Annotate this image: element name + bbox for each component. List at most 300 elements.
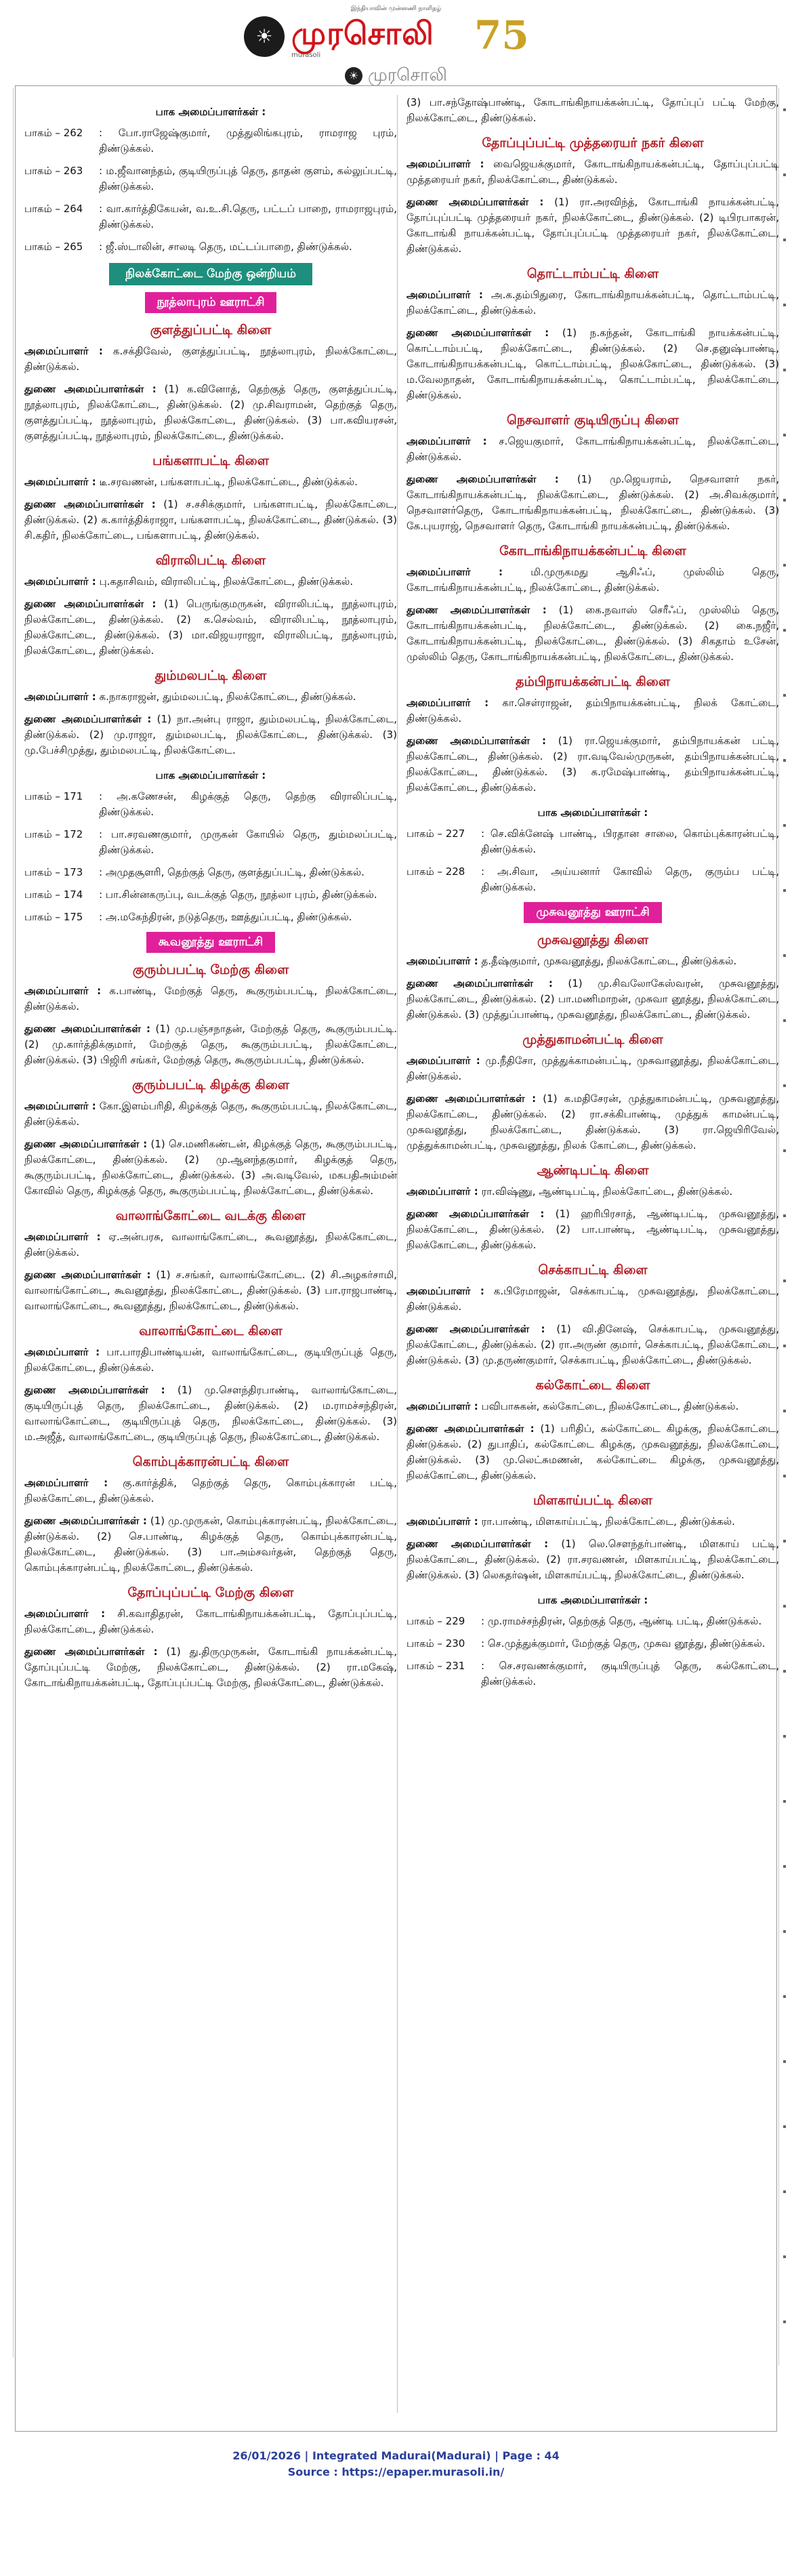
booth-organiser: : போ.ராஜேஷ்குமார், முத்துலிங்கபுரம், ராமராஜ புரம், திண்டுக்கல். (99, 127, 397, 155)
organiser-names: (1) ரா.ஜெயக்குமார், தம்பிநாயக்கன் பட்டி, நிலக்கோட்டை, திண்டுக்கல். (2) ரா.வடிவேல்முருகன், தம்பிநாயக்கன்பட்டி, நிலக்கோட்டை, திண்டுக்கல். (3) க.ரமேஷ்பாண்டி, தம்பிநாயக்கன்பட்டி, நிலக்கோட்டை, திண்டுக்கல். (407, 735, 779, 794)
organiser-paragraph (24, 1137, 397, 1199)
panchayat-banner (24, 932, 397, 953)
booth-number: பாகம் – 172 (24, 828, 83, 840)
role-label: துணை அமைப்பாளர்கள் : (407, 1092, 537, 1105)
booth-organiser: : அமுதசூளரி, தெற்குத் தெரு, குளத்துப்பட்டி, திண்டுக்கல். (99, 866, 364, 878)
organiser-names: (1) ரா.அரவிந்த், கோடாங்கி நாயக்கன்பட்டி, தோப்புப்பட்டி முத்தரையர் நகர், நிலக்கோட்டை, திண்டுக்கல். (2) டிபிரபாகரன், கோடாங்கி நாயக்கன்பட்டி, தோப்புப்பட்டி முத்தரையர் நகர், நிலக்கோட்டை, திண்டுக்கல். (407, 196, 779, 255)
edge-fragment (778, 1975, 792, 2040)
booth-number: பாகம் – 173 (24, 866, 83, 878)
edge-fragment (0, 2147, 14, 2189)
organiser-paragraph (407, 565, 779, 596)
organiser-names: பா.பாரதிபாண்டியன், வாலாங்கோட்டை, குடியிருப்புத் தெரு, நிலக்கோட்டை, திண்டுக்கல். (24, 1346, 397, 1374)
organiser-names: கா.செள்ராஜன், தம்பிநாயக்கன்பட்டி, நிலக் கோட்டை, திண்டுக்கல். (407, 697, 779, 724)
branch-heading: குளத்துப்பட்டி கிளை (150, 323, 272, 338)
logo (244, 12, 528, 60)
booth-number: பாகம் – 227 (407, 827, 465, 840)
edge-fragment (778, 1194, 792, 1259)
organiser-paragraph (24, 1345, 397, 1376)
organiser-paragraph (407, 1184, 779, 1200)
edge-fragment (778, 2300, 792, 2365)
edge-fragment (0, 1433, 14, 1475)
organiser-names: (1) க.மதிசேரன், முத்துகாமன்பட்டி, முசுவனூத்து, நிலக்கோட்டை, திண்டுக்கல். (2) ரா.சக்கிபாண்டி, முத்துக் காமன்பட்டி, முசுவனூத்து, நிலக்கோட்டை, திண்டுக்கல். (3) ரா.ஜெயிரிவேல், முத்துக்காமன்பட்டி, முசுவனூத்து, நிலக் கோட்டை, திண்டுக்கல். (407, 1092, 779, 1151)
branch-heading: குரும்பபட்டி கிழக்கு கிளை (132, 1078, 289, 1092)
organiser-paragraph (407, 287, 779, 319)
role-label: அமைப்பாளர் : (407, 1055, 480, 1067)
booth-organiser: : அ.மகேந்திரன், நடுத்தெரு, ஊத்துப்பட்டி, திண்டுக்கல். (99, 911, 352, 923)
edge-fragment (778, 2235, 792, 2300)
organiser-paragraph (24, 497, 397, 544)
branch-heading: கல்கோட்டை கிளை (535, 1378, 650, 1393)
edge-fragment (0, 1979, 14, 2021)
role-label: துணை அமைப்பாளர்கள் : (24, 1645, 158, 1658)
organiser-names: பு.கதாசிவம், விராலிபட்டி, நிலக்கோட்டை, திண்டுக்கல். (96, 575, 354, 588)
booth-organiser: : பா.சரவணகுமார், முருகன் கோயில் தெரு, தும்மலப்பட்டி, திண்டுக்கல். (99, 828, 397, 856)
organiser-names: (3) பா.சந்தோஷ்பாண்டி, கோடாங்கிநாயக்கன்பட்டி, தோப்புப் பட்டி மேற்கு, நிலக்கோட்டை, திண்டுக்கல். (407, 96, 779, 124)
edge-fragment (778, 934, 792, 999)
edge-fragment (778, 804, 792, 869)
branch-heading: பங்களாபட்டி கிளை (152, 453, 269, 468)
role-label: துணை அமைப்பாளர்கள் : (24, 1384, 165, 1396)
role-label: துணை அமைப்பாளர்கள் : (407, 1423, 535, 1435)
branch-heading: வாலாங்கோட்டை வடக்கு கிளை (115, 1208, 306, 1223)
organiser-names: (1) மு.சிவலோகேஸ்வரன், முசுவனூத்து, நிலக்கோட்டை, திண்டுக்கல். (2) பா.மணிமாறன், முசுவா னூத்து, நிலக்கோட்டை, திண்டுக்கல். (3) முத்துப்பாண்டி, முசுவனூத்து, நிலக்கோட்டை, திண்டுக்கல். (407, 977, 779, 1021)
organiser-paragraph (24, 344, 397, 375)
edge-fragment (0, 1013, 14, 1055)
branch-heading: தொட்டாம்பட்டி கிளை (526, 266, 659, 281)
organiser-paragraph (24, 1021, 397, 1068)
role-label: துணை அமைப்பாளர்கள் : (24, 1023, 150, 1035)
organiser-names: மு.நீதிசோ, முத்துக்காமன்பட்டி, முசுவானூத்து, நிலக்கோட்டை, திண்டுக்கல். (407, 1055, 779, 1082)
booth-number: பாகம் – 264 (24, 203, 83, 215)
edge-fragment (0, 1391, 14, 1433)
branch-heading: குரும்பபட்டி மேற்கு கிளை (132, 962, 289, 977)
edge-fragment (778, 1454, 792, 1519)
edge-fragment (778, 609, 792, 674)
organiser-names: (1) வி.தினேஷ், செக்காபட்டி, முசுவனூத்து, நிலக்கோட்டை, திண்டுக்கல். (2) ரா.அருண் குமார், செக்காபட்டி, நிலக்கோட்டை, திண்டுக்கல். (3) மு.தருண்குமார், செக்காபட்டி, நிலக்கோட்டை, திண்டுக்கல். (407, 1323, 779, 1366)
role-label: அமைப்பாளர் : (24, 345, 103, 357)
organiser-paragraph (407, 1399, 779, 1414)
booth-entry (24, 789, 397, 820)
organiser-names: (1) க.வினோத், தெற்குத் தெரு, குளத்துப்பட்டி, நூத்லாபுரம், நிலக்கோட்டை, திண்டுக்கல். (2) மு.சிவராமன், தெற்குத் தெரு, குளத்துப்பட்டி, நூத்லாபுரம், நிலக்கோட்டை, திண்டுக்கல். (3) பா.கவியரசன், குளத்துப்பட்டி, நூத்லாபுரம், நிலக்கோட்டை, திண்டுக்கல். (24, 383, 397, 442)
booth-entry (24, 125, 397, 157)
edge-fragment (778, 1324, 792, 1389)
edge-fragment (0, 2315, 14, 2357)
organiser-names: அ.க.தம்பிதுரை, கோடாங்கிநாயக்கன்பட்டி, தொட்டாம்பட்டி, நிலக்கோட்டை, திண்டுக்கல். (407, 289, 779, 316)
booth-organiser: : பா.சின்னகருப்பு, வடக்குத் தெரு, நூத்லா புரம், திண்டுக்கல். (99, 888, 377, 901)
edge-fragment (0, 970, 14, 1013)
booth-number: பாகம் – 263 (24, 165, 83, 177)
role-label: துணை அமைப்பாளர்கள் : (24, 1515, 147, 1527)
right-page-edge (778, 88, 792, 2419)
organiser-names: (1) பெருங்குமருகன், விராலிபட்டி, நூத்லாபுரம், நிலக்கோட்டை, திண்டுக்கல். (2) க.செல்வம், விராலிபட்டி, நூத்லாபுரம், நிலக்கோட்டை, திண்டுக்கல். (3) மா.விஜயராஜா, விராலிபட்டி, நூத்லாபுரம், நிலக்கோட்டை, திண்டுக்கல். (24, 598, 397, 657)
booth-entry (24, 201, 397, 232)
organiser-paragraph (407, 1206, 779, 1253)
organiser-paragraph (407, 472, 779, 534)
edge-fragment (778, 674, 792, 739)
edge-fragment (0, 1349, 14, 1391)
branch-heading: முசுவனூத்து கிளை (537, 933, 648, 947)
union-banner (24, 263, 397, 285)
role-label: அமைப்பாளர் : (407, 1185, 478, 1198)
left-page-edge (0, 88, 14, 2419)
booth-entry (24, 827, 397, 858)
edge-fragment (0, 1475, 14, 1517)
role-label: அமைப்பாளர் : (24, 1231, 101, 1243)
edge-fragment (0, 2273, 14, 2315)
role-label: அமைப்பாளர் : (24, 691, 96, 703)
organiser-paragraph (407, 976, 779, 1023)
branch-heading: விராலிபட்டி கிளை (155, 553, 266, 568)
organiser-names: (1) பரிதிப், கல்கோட்டை கிழக்கு, நிலக்கோட்டை, திண்டுக்கல். (2) துபாதிப், கல்கோட்டை கிழக்கு, முசுவனூத்து, நிலக்கோட்டை, திண்டுக்கல். (3) மு.லெட்சுமணன், கல்கோட்டை கிழக்கு, முசுவனூத்து, நிலக்கோட்டை, திண்டுக்கல். (407, 1423, 779, 1481)
banner-text: நூத்லாபுரம் ஊராட்சி (145, 292, 277, 313)
edge-fragment (0, 1937, 14, 1979)
booth-entry (407, 1636, 779, 1652)
edge-fragment (0, 1727, 14, 1769)
organiser-names: த.தீஷ்குமார், முசுவனூத்து, நிலக்கோட்டை, திண்டுக்கல். (478, 955, 737, 967)
role-label: துணை அமைப்பாளர்கள் : (407, 604, 547, 616)
organiser-names: ரா.பாண்டி, மிளகாய்பட்டி, நிலக்கோட்டை, திண்டுக்கல். (478, 1515, 735, 1528)
role-label: துணை அமைப்பாளர்கள் : (24, 598, 157, 610)
role-label: அமைப்பாளர் : (407, 289, 483, 301)
organiser-names: க.நாகராஜன், தும்மலபட்டி, நிலக்கோட்டை, திண்டுக்கல். (96, 691, 356, 703)
organiser-names: க.சக்திவேல், குளத்துப்பட்டி, நூத்லாபுரம், நிலக்கோட்டை, திண்டுக்கல். (24, 345, 397, 373)
edge-fragment (0, 340, 14, 382)
edge-fragment (778, 1129, 792, 1194)
edge-fragment (0, 718, 14, 760)
anniversary-badge: 75 (474, 12, 529, 58)
organiser-paragraph (407, 695, 779, 727)
organiser-paragraph (24, 1383, 397, 1445)
edge-fragment (0, 256, 14, 298)
branch-heading: ஆண்டிபட்டி கிளை (537, 1163, 649, 1178)
edge-fragment (0, 508, 14, 550)
organiser-names: க.பிரேமாஜன், செக்காபட்டி, முசுவனூத்து, நிலக்கோட்டை, திண்டுக்கல். (407, 1285, 779, 1313)
footer-source-link[interactable]: Source : https://epaper.murasoli.in/ (287, 2466, 505, 2478)
organiser-paragraph (407, 1536, 779, 1583)
edge-fragment (0, 172, 14, 214)
page-footer (0, 2448, 792, 2480)
branch-heading: தோப்புப்பட்டி மேற்கு கிளை (127, 1585, 294, 1600)
section-sublabel: பாக அமைப்பாளர்கள் : (537, 806, 648, 819)
edge-fragment (0, 2231, 14, 2273)
organiser-paragraph (24, 574, 397, 590)
organiser-names: (1) செ.மணிகண்டன், கிழக்குத் தெரு, கூகுரும்பபட்டி, நிலக்கோட்டை, திண்டுக்கல். (2) மு.ஆனந்தகுமார், கிழக்குத் தெரு, கூகுரும்பபட்டி, நிலக்கோட்டை, திண்டுக்கல். (3) அ.வடிவேல், மகபதிஅம்மன் கோவில் தெரு, கிழக்குத் தெரு, கூகுரும்பபட்டி, நிலக்கோட்டை, திண்டுக்கல். (24, 1138, 397, 1197)
left-column (24, 95, 397, 1698)
organiser-names: க.பாண்டி, மேற்குத் தெரு, கூகுரும்பபட்டி, நிலக்கோட்டை, திண்டுக்கல். (24, 985, 397, 1013)
organiser-paragraph (24, 1099, 397, 1130)
edge-fragment (0, 844, 14, 886)
organiser-names: (1) மு.பஞ்சநாதன், மேற்குத் தெரு, கூகுரும்பபட்டி. (2) மு.கார்த்திக்குமார், மேற்குத் தெரு, கூகுரும்பபட்டி, நிலக்கோட்டை, திண்டுக்கல். (3) பிஜிரி சங்கர், மேற்குத் தெரு, கூகுரும்பபட்டி, திண்டுக்கல். (24, 1023, 397, 1066)
organiser-names: கு.கார்த்திக், தெற்குத் தெரு, கொம்புக்காரன் பட்டி, நிலக்கோட்டை, திண்டுக்கல். (24, 1477, 397, 1505)
organiser-names: டீ.சரவணன், பங்களாபட்டி, நிலக்கோட்டை, திண்டுக்கல். (96, 476, 358, 488)
edge-fragment (778, 1910, 792, 1975)
banner-text: நிலக்கோட்டை மேற்கு ஒன்றியம் (109, 263, 312, 285)
booth-number: பாகம் – 174 (24, 888, 83, 901)
edge-fragment (0, 88, 14, 130)
booth-number: பாகம் – 230 (407, 1637, 465, 1650)
section-sublabel: பாக அமைப்பாளர்கள் : (537, 1594, 648, 1606)
organiser-names: மி.முருகமது ஆசிஃப், முஸ்லிம் தெரு, கோடாங்கிநாயக்கன்பட்டி, நிலக்கோட்டை, திண்டுக்கல். (407, 566, 779, 594)
edge-fragment (778, 413, 792, 478)
edge-fragment (0, 2021, 14, 2063)
organiser-paragraph (407, 733, 779, 796)
organiser-names: ஏ.அன்பரசு, வாலாங்கோட்டை, கூவனூத்து, நிலக்கோட்டை, திண்டுக்கல். (24, 1231, 397, 1259)
role-label: அமைப்பாளர் : (24, 1477, 108, 1489)
edge-fragment (0, 2189, 14, 2231)
organiser-paragraph (24, 1229, 397, 1261)
edge-fragment (0, 1181, 14, 1223)
branch-heading: தம்பிநாயக்கன்பட்டி கிளை (516, 674, 670, 689)
branch-heading: முத்துகாமன்பட்டி கிளை (522, 1032, 663, 1047)
edge-fragment (0, 298, 14, 340)
logo-name: முரசொலி (291, 15, 434, 52)
organiser-names: (1) நா.அன்பு ராஜா, தும்மலபட்டி, நிலக்கோட்டை, திண்டுக்கல். (2) மு.ராஜா, தும்மலபட்டி, நிலக்கோட்டை, திண்டுக்கல். (3) மு.பேச்சிமுத்து, தும்மலபட்டி, நிலக்கோட்டை. (24, 713, 397, 756)
edge-fragment (0, 1055, 14, 1097)
edge-fragment (0, 466, 14, 508)
role-label: துணை அமைப்பாளர்கள் : (407, 196, 544, 208)
role-label: அமைப்பாளர் : (407, 1515, 478, 1528)
edge-fragment (0, 2063, 14, 2105)
edge-fragment (0, 1517, 14, 1559)
organiser-paragraph (407, 1421, 779, 1484)
booth-number: பாகம் – 231 (407, 1660, 465, 1672)
booth-entry (407, 1614, 779, 1629)
logo-subtitle: murasoli (291, 52, 321, 59)
organiser-names: (1) ச.சங்கர், வாலாங்கோட்டை. (2) சி.அழகர்சாமி, வாலாங்கோட்டை, கூவனூத்து, நிலக்கோட்டை, திண்டுக்கல். (3) பா.ராஜபாண்டி, வாலாங்கோட்டை, கூவனூத்து, நிலக்கோட்டை, திண்டுக்கல். (24, 1269, 397, 1312)
role-label: அமைப்பாளர் : (24, 985, 102, 997)
role-label: துணை அமைப்பாளர்கள் : (24, 1269, 151, 1281)
branch-heading: நெசவாளர் குடியிருப்பு கிளை (507, 413, 679, 428)
organiser-paragraph (407, 195, 779, 257)
organiser-names: ரா.விஷ்ணு, ஆண்டிபட்டி, நிலக்கோட்டை, திண்டுக்கல். (478, 1185, 733, 1198)
edge-fragment (0, 1601, 14, 1643)
organiser-paragraph (24, 1475, 397, 1507)
booth-organiser: : செ.முத்துக்குமார், மேற்குத் தெரு, முசுவ னூத்து, திண்டுக்கல். (481, 1637, 766, 1650)
edge-fragment (0, 592, 14, 634)
edge-fragment (0, 928, 14, 970)
organiser-paragraph (407, 1322, 779, 1368)
role-label: துணை அமைப்பாளர்கள் : (24, 383, 157, 395)
branch-heading: செக்காபட்டி கிளை (538, 1263, 648, 1277)
edge-fragment (0, 1223, 14, 1265)
booth-organiser: : செ.விக்னேஷ் பாண்டி, பிரதான சாலை, கொம்புக்காரன்பட்டி, திண்டுக்கல். (481, 827, 779, 855)
role-label: அமைப்பாளர் : (407, 1400, 478, 1412)
branch-heading: மிளகாய்பட்டி கிளை (533, 1493, 652, 1508)
section-header (0, 65, 792, 87)
edge-fragment (778, 88, 792, 153)
role-label: துணை அமைப்பாளர்கள் : (24, 498, 156, 510)
booth-number: பாகம் – 229 (407, 1615, 465, 1627)
footer-edition-info: 26/01/2026 | Integrated Madurai(Madurai) | Page : 44 (232, 2449, 560, 2462)
banner-text: முசுவனூத்து ஊராட்சி (524, 902, 661, 923)
edge-fragment (778, 739, 792, 804)
edge-fragment (0, 424, 14, 466)
edge-fragment (778, 2105, 792, 2170)
edge-fragment (778, 153, 792, 218)
organiser-paragraph (407, 1284, 779, 1315)
booth-number: பாகம் – 265 (24, 241, 83, 253)
role-label: துணை அமைப்பாளர்கள் : (407, 327, 549, 339)
edge-fragment (0, 1559, 14, 1601)
organiser-paragraph (407, 95, 779, 126)
role-label: அமைப்பாளர் : (407, 566, 503, 578)
organiser-names: (1) மு.செளந்திரபாண்டி, வாலாங்கோட்டை, குடியிருப்புத் தெரு, நிலக்கோட்டை, திண்டுக்கல். (2) ம.ராமச்சந்திரன், வாலாங்கோட்டை, குடியிருப்புத் தெரு, நிலக்கோட்டை, திண்டுக்கல். (3) ம.அஜீத், வாலாங்கோட்டை, குடியிருப்புத் தெரு, நிலக்கோட்டை, திண்டுக்கல். (24, 1384, 397, 1443)
edge-fragment (778, 2040, 792, 2105)
edge-fragment (0, 382, 14, 424)
edge-fragment (0, 1853, 14, 1895)
role-label: அமைப்பாளர் : (407, 1285, 484, 1297)
booth-number: பாகம் – 228 (407, 865, 465, 878)
sun-emblem-icon: ☀ (244, 16, 285, 57)
role-label: அமைப்பாளர் : (24, 575, 96, 588)
edge-fragment (778, 2170, 792, 2235)
section-sublabel: பாக அமைப்பாளர்கள் : (155, 769, 266, 781)
booth-organiser: : அ.சிவா, அய்யனார் கோவில் தெரு, குரும்ப பட்டி, திண்டுக்கல். (481, 865, 779, 893)
edge-fragment (778, 218, 792, 283)
edge-fragment (0, 1307, 14, 1349)
edge-fragment (0, 1139, 14, 1181)
role-label: அமைப்பாளர் : (24, 476, 96, 488)
organiser-names: (1) ஹரிபிரசாத், ஆண்டிபட்டி, முசுவனூத்து, நிலக்கோட்டை, திண்டுக்கல். (2) பா.பாண்டி, ஆண்டிபட்டி, முசுவனூத்து, நிலக்கோட்டை, திண்டுக்கல். (407, 1208, 779, 1251)
organiser-names: (1) ச.சசிக்குமார், பங்களாபட்டி, நிலக்கோட்டை, திண்டுக்கல். (2) க.கார்த்திக்ராஜா, பங்களாபட்டி, நிலக்கோட்டை, திண்டுக்கல். (3) சி.கதிர், நிலக்கோட்டை, பங்களாபட்டி, திண்டுக்கல். (24, 498, 397, 541)
booth-organiser: : ஜீ.ஸ்டாலின், சாலடி தெரு, மட்டப்பாறை, திண்டுக்கல். (99, 241, 352, 253)
edge-fragment (778, 1780, 792, 1845)
organiser-names: (1) மு.முருகன், கொம்புக்காரன்பட்டி, நிலக்கோட்டை, திண்டுக்கல். (2) செ.பாண்டி, கிழக்குத் தெரு, கொம்புக்காரன்பட்டி, நிலக்கோட்டை, திண்டுக்கல். (3) பா.அம்சவர்தன், தெற்குத் தெரு, கொம்புக்காரன்பட்டி, நிலக்கோட்டை, திண்டுக்கல். (24, 1515, 397, 1574)
booth-entry (24, 909, 397, 925)
edge-fragment (778, 1519, 792, 1585)
organiser-names: வைஜெயக்குமார், கோடாங்கிநாயக்கன்பட்டி, தோப்புப்பட்டி முத்தரையர் நகர், நிலக்கோட்டை, திண்டுக்கல். (407, 158, 779, 186)
edge-fragment (0, 1895, 14, 1937)
organiser-paragraph (407, 1053, 779, 1084)
booth-entry (24, 887, 397, 903)
edge-fragment (0, 2105, 14, 2147)
edge-fragment (778, 1259, 792, 1324)
edge-fragment (778, 348, 792, 413)
booth-number: பாகம் – 171 (24, 790, 83, 802)
role-label: துணை அமைப்பாளர்கள் : (24, 1138, 148, 1150)
branch-heading: கொம்புக்காரன்பட்டி கிளை (132, 1454, 289, 1469)
organiser-paragraph (24, 689, 397, 705)
right-column (407, 95, 779, 1696)
edge-fragment (778, 1585, 792, 1650)
organiser-names: கோ.இளம்பரிதி, கிழக்குத் தெரு, கூகுரும்பபட்டி, நிலக்கோட்டை, திண்டுக்கல். (24, 1100, 397, 1128)
organiser-names: (1) மு.ஜெயராம், நெசவாளர் நகர், கோடாங்கிநாயக்கன்பட்டி, நிலக்கோட்டை, திண்டுக்கல். (2) அ.சிவக்குமார், நெசவாளர்தெரு, கோடாங்கிநாயக்கன்பட்டி, நிலக்கோட்டை, திண்டுக்கல். (3) கே.புயராஜ், நெசவாளர் தெரு, கோடாங்கி நாயக்கன்பட்டி, திண்டுக்கல். (407, 473, 779, 532)
section-sublabel: பாக அமைப்பாளர்கள் : (155, 106, 266, 118)
organiser-paragraph (24, 1644, 397, 1691)
organiser-paragraph (24, 1606, 397, 1637)
organiser-names: (1) லெ.சௌந்தர்பாண்டி, மிளகாய் பட்டி, நிலக்கோட்டை, திண்டுக்கல். (2) ரா.சரவணன், மிளகாய்பட்டி, நிலக்கோட்டை, திண்டுக்கல். (3) லெகதர்ஷன், மிளகாய்பட்டி, நிலக்கோட்டை, திண்டுக்கல். (407, 1538, 779, 1581)
edge-fragment (778, 283, 792, 348)
branch-heading: கோடாங்கிநாயக்கன்பட்டி கிளை (499, 544, 686, 558)
masthead (0, 0, 792, 85)
organiser-paragraph (24, 1267, 397, 1314)
booth-entry (24, 163, 397, 195)
organiser-paragraph (407, 157, 779, 188)
edge-fragment (0, 1643, 14, 1685)
organiser-paragraph (24, 474, 397, 490)
edge-fragment (0, 550, 14, 592)
edge-fragment (778, 478, 792, 544)
organiser-paragraph (407, 325, 779, 403)
organiser-paragraph (407, 1514, 779, 1530)
edge-fragment (0, 130, 14, 172)
role-label: அமைப்பாளர் : (24, 1346, 100, 1358)
organiser-names: (1) து.திருமுருகன், கோடாங்கி நாயக்கன்பட்டி, தோப்புப்பட்டி மேற்கு, நிலக்கோட்டை, திண்டுக்கல். (2) ரா.மகேஷ், கோடாங்கிநாயக்கன்பட்டி, தோப்புப்பட்டி மேற்கு, நிலக்கோட்டை, திண்டுக்கல். (24, 1645, 397, 1689)
booth-entry (24, 865, 397, 880)
organiser-paragraph (407, 602, 779, 665)
booth-entry (407, 1658, 779, 1690)
edge-fragment (0, 676, 14, 718)
edge-fragment (778, 544, 792, 609)
section-name: முரசொலி (368, 65, 447, 85)
edge-fragment (0, 214, 14, 256)
role-label: அமைப்பாளர் : (407, 158, 484, 170)
booth-organiser: : வா.கார்த்திகேயன், வ.உ.சி.தெரு, பட்டப் பாறை, ராமராஜபுரம், திண்டுக்கல். (99, 203, 397, 230)
organiser-names: ச.ஜெயகுமார், கோடாங்கிநாயக்கன்பட்டி, நிலக்கோட்டை, திண்டுக்கல். (407, 435, 779, 463)
edge-fragment (778, 869, 792, 934)
edge-fragment (778, 1650, 792, 1715)
edge-fragment (0, 1097, 14, 1139)
organiser-names: சி.கவாதிதரன், கோடாங்கிநாயக்கன்பட்டி, தோப்புப்பட்டி, நிலக்கோட்டை, திண்டுக்கல். (24, 1608, 397, 1635)
booth-organiser: : செ.சரவணக்குமார், குடியிருப்புத் தெரு, கல்கோட்டை, திண்டுக்கல். (481, 1660, 779, 1688)
role-label: துணை அமைப்பாளர்கள் : (407, 1538, 549, 1550)
booth-entry (407, 826, 779, 857)
organiser-paragraph (24, 1513, 397, 1576)
booth-entry (24, 239, 397, 255)
organiser-paragraph (407, 1091, 779, 1153)
edge-fragment (778, 1845, 792, 1910)
edge-fragment (0, 886, 14, 928)
role-label: துணை அமைப்பாளர்கள் : (407, 1208, 545, 1220)
edge-fragment (0, 802, 14, 844)
booth-organiser: : ம.ஜீவானந்தம், குடியிருப்புத் தெரு, தாதன் குளம், கல்லுப்பட்டி, திண்டுக்கல். (99, 165, 397, 192)
branch-heading: தும்மலபட்டி கிளை (154, 668, 267, 683)
organiser-names: பவிபாசுகன், கல்கோட்டை, நிலக்கோட்டை, திண்டுக்கல். (478, 1400, 739, 1412)
organiser-paragraph (24, 712, 397, 758)
edge-fragment (778, 1389, 792, 1454)
edge-fragment (0, 634, 14, 676)
role-label: அமைப்பாளர் : (407, 955, 478, 967)
organiser-paragraph (24, 596, 397, 659)
edge-fragment (0, 1811, 14, 1853)
role-label: துணை அமைப்பாளர்கள் : (407, 977, 553, 989)
role-label: அமைப்பாளர் : (24, 1100, 96, 1112)
edge-fragment (0, 1769, 14, 1811)
edge-fragment (778, 999, 792, 1064)
edge-fragment (0, 1685, 14, 1727)
booth-entry (407, 864, 779, 895)
organiser-names: (1) ந.கந்தன், கோடாங்கி நாயக்கன்பட்டி, கொட்டாம்பட்டி, நிலக்கோட்டை, திண்டுக்கல். (2) செ.தனுஷ்பாண்டி, கோடாங்கிநாயக்கன்பட்டி, கொட்டாம்பட்டி, நிலக்கோட்டை, திண்டுக்கல். (3) ம.வேலநாதன், கோடாங்கிநாயக்கன்பட்டி, கொட்டாம்பட்டி, நிலக்கோட்டை, திண்டுக்கல். (407, 327, 779, 401)
role-label: அமைப்பாளர் : (407, 435, 487, 447)
role-label: துணை அமைப்பாளர்கள் : (407, 735, 547, 747)
panchayat-banner (24, 292, 397, 313)
edge-fragment (778, 1715, 792, 1780)
role-label: துணை அமைப்பாளர்கள் : (407, 473, 559, 485)
organiser-paragraph (407, 434, 779, 465)
edge-fragment (0, 760, 14, 802)
booth-organiser: : மு.ராமச்சந்திரன், தெற்குத் தெரு, ஆண்டி பட்டி, திண்டுக்கல். (481, 1615, 762, 1627)
booth-number: பாகம் – 175 (24, 911, 83, 923)
role-label: அமைப்பாளர் : (407, 697, 489, 709)
role-label: அமைப்பாளர் : (24, 1608, 106, 1620)
role-label: துணை அமைப்பாளர்கள் : (24, 713, 152, 725)
branch-heading: வாலாங்கோட்டை கிளை (139, 1324, 283, 1338)
masthead-tagline: இந்தியாவின் முன்னணி நாளிதழ் (350, 5, 442, 12)
organiser-paragraph (24, 382, 397, 444)
organiser-names: (1) கை.நவாஸ் செரீஃப், முஸ்லிம் தெரு, கோடாங்கிநாயக்கன்பட்டி, நிலக்கோட்டை, திண்டுக்கல். (2) கை.நஜீர், கோடாங்கிநாயக்கன்பட்டி, நிலக்கோட்டை, திண்டுக்கல். (3) சிகதாம் உசேன், முஸ்லிம் தெரு, கோடாங்கிநாயக்கன்பட்டி, நிலக்கோட்டை, திண்டுக்கல். (407, 604, 779, 663)
organiser-paragraph (24, 983, 397, 1015)
column-divider (397, 95, 398, 2413)
